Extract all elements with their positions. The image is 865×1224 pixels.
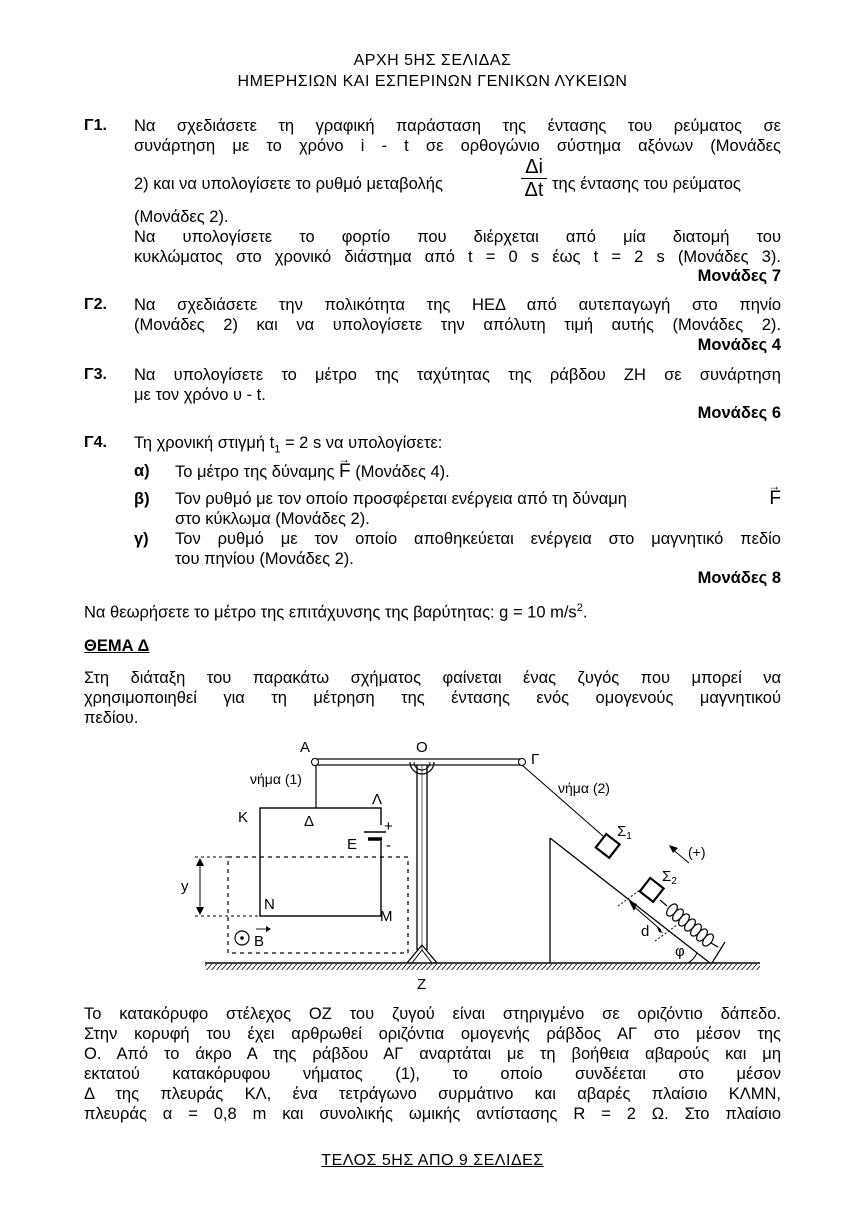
- label-D: Δ: [304, 813, 315, 830]
- theme-d-p1-line1: Στη διάταξη του παρακάτω σχήματος φαίνεται ένας ζυγός που μπορεί να: [84, 669, 781, 687]
- label-minus: -: [386, 837, 391, 854]
- label-S1: $\Sigma_1$: [617, 823, 632, 842]
- g4-c-label: γ): [134, 530, 149, 548]
- block-S2: [640, 878, 664, 902]
- g3-marks: Μονάδες 6: [697, 404, 781, 422]
- g3-line1: Να υπολογίσετε το μέτρο της ταχύτητας της ράβδου ΖΗ σε συνάρτηση: [134, 366, 781, 384]
- g2-line2: (Μονάδες 2) και να υπολογίσετε την απόλυτη τιμή αυτής (Μονάδες 2).: [134, 316, 781, 334]
- label-phi: φ: [675, 943, 685, 960]
- force-vector-F-2: → F: [769, 489, 781, 509]
- label-thread-1: νήμα (1): [250, 771, 302, 787]
- b-field-out-of-page-icon: [235, 926, 271, 945]
- fraction-numerator: Δi: [525, 156, 543, 178]
- theme-d-p2-line6: πλευράς α = 0,8 m και συνολικής ωμικής αντίστασης R = 2 Ω. Στο πλαίσιο: [84, 1105, 781, 1123]
- g2-marks: Μονάδες 4: [697, 336, 781, 354]
- label-y: y: [181, 878, 189, 895]
- theme-d-p1-line3: πεδίου.: [84, 709, 139, 727]
- label-A: Α: [300, 739, 311, 756]
- g4-b-line1: Τον ρυθμό με τον οποίο προσφέρεται ενέργεια από τη δύναμη → F: [175, 489, 781, 509]
- floor: [205, 963, 760, 970]
- post-OZ: [407, 765, 437, 963]
- question-g1-label: Γ1.: [84, 117, 107, 134]
- label-N: Ν: [264, 896, 275, 913]
- label-thread-2: νήμα (2): [558, 780, 610, 796]
- g4-c-line1: Τον ρυθμό με τον οποίο αποθηκεύεται ενέργεια στο μαγνητικό πεδίο: [175, 530, 781, 548]
- question-g2-label: Γ2.: [84, 296, 107, 313]
- label-plus: +: [384, 818, 393, 835]
- g1-marks: Μονάδες 7: [697, 267, 781, 285]
- label-B: B: [254, 933, 265, 950]
- g4-marks: Μονάδες 8: [697, 569, 781, 587]
- label-O: Ο: [416, 739, 428, 756]
- g1-line6: κυκλώματος στο χρονικό διάστημα από t = 0 s έως t = 2 s (Μονάδες 3).: [134, 248, 781, 266]
- spring: [660, 900, 718, 948]
- theme-d-p2-line1: Το κατακόρυφο στέλεχος ΟΖ του ζυγού είναι στηριγμένο σε οριζόντιο δάπεδο.: [84, 1005, 781, 1023]
- force-vector-F: → F: [339, 462, 351, 482]
- theme-d-p2-line2: Στην κορυφή του έχει αρθρωθεί οριζόντια ομογενής ράβδος ΑΓ στο μέσον της: [84, 1025, 781, 1043]
- page-footer: ΤΕΛΟΣ 5ΗΣ ΑΠΟ 9 ΣΕΛΙΔΕΣ: [321, 1152, 544, 1169]
- g1-line5: Να υπολογίσετε το φορτίο που διέρχεται από μία διατομή του: [134, 228, 781, 246]
- label-L: Λ: [372, 791, 383, 808]
- g2-line1: Να σχεδιάσετε την πολικότητα της ΗΕΔ από αυτεπαγωγή στο πηνίο: [134, 296, 781, 314]
- g1-line3a: 2) και να υπολογίσετε το ρυθμό μεταβολής: [134, 175, 443, 193]
- question-g4-label: Γ4.: [84, 434, 107, 451]
- balance-diagram: [0, 730, 865, 1000]
- label-K: Κ: [238, 809, 249, 826]
- page-header-line1: ΑΡΧΗ 5ΗΣ ΣΕΛΙΔΑΣ: [353, 52, 512, 69]
- label-positive: (+): [688, 844, 706, 860]
- gravity-note: Να θεωρήσετε το μέτρο της επιτάχυνσης της βαρύτητας: g = 10 $m/s^2$.: [84, 602, 588, 622]
- section-title-theme-d: ΘΕΜΑ Δ: [84, 637, 150, 655]
- positive-direction-arrow: [669, 845, 689, 863]
- thread-2: [522, 765, 603, 836]
- rate-fraction: [521, 156, 547, 201]
- label-S2: $\Sigma_2$: [662, 868, 677, 887]
- fraction-denominator: Δt: [524, 179, 544, 201]
- g3-line2: με τον χρόνο υ - t.: [134, 386, 266, 404]
- theme-d-p2-line5: Δ της πλευράς ΚΛ, ένα τετράγωνο συρμάτινο και αβαρές πλαίσιο ΚΛΜΝ,: [84, 1085, 781, 1103]
- g4-intro: Τη χρονική στιγμή $t_1 = 2$ s να υπολογίσετε:: [134, 434, 443, 456]
- theme-d-p2-line3: Ο. Από το άκρο Α της ράβδου ΑΓ αναρτάται με τη βοήθεια αβαρούς και μη: [84, 1045, 781, 1063]
- label-Z: Ζ: [417, 976, 427, 993]
- label-M: Μ: [380, 908, 393, 925]
- g4-b-line2: στο κύκλωμα (Μονάδες 2).: [175, 510, 370, 528]
- g1-line1: Να σχεδιάσετε τη γραφική παράσταση της έντασης του ρεύματος σε: [134, 117, 781, 135]
- question-g3-label: Γ3.: [84, 366, 107, 383]
- rod-AG: [312, 759, 526, 775]
- theme-d-p2-line4: εκτατού κατακόρυφου νήματος (1), το οποίο συνδέεται στο μέσον: [84, 1065, 781, 1083]
- g4-b-label: β): [134, 490, 150, 508]
- g1-line2: συνάρτηση με το χρόνο i - t σε ορθογώνιο σύστημα αξόνων (Μονάδες: [134, 137, 781, 155]
- g1-line3b: της έντασης του ρεύματος: [552, 175, 741, 193]
- label-E: Ε: [347, 836, 358, 853]
- square-frame-KLMN: [260, 808, 381, 916]
- g4-a-label: α): [134, 462, 150, 480]
- g4-c-line2: του πηνίου (Μονάδες 2).: [175, 550, 354, 568]
- g1-line4: (Μονάδες 2).: [134, 208, 229, 226]
- theme-d-p1-line2: χρησιμοποιηθεί για τη μέτρηση της έντασης ενός ομογενούς μαγνητικού: [84, 689, 781, 707]
- label-d: d: [641, 923, 650, 940]
- page-header-line2: ΗΜΕΡΗΣΙΩΝ ΚΑΙ ΕΣΠΕΡΙΝΩΝ ΓΕΝΙΚΩΝ ΛΥΚΕΙΩΝ: [237, 73, 628, 90]
- label-G: Γ: [531, 751, 540, 768]
- y-dimension-arrow: [196, 858, 204, 915]
- g4-a-text: Το μέτρο της δύναμης → F (Μονάδες 4).: [175, 462, 450, 482]
